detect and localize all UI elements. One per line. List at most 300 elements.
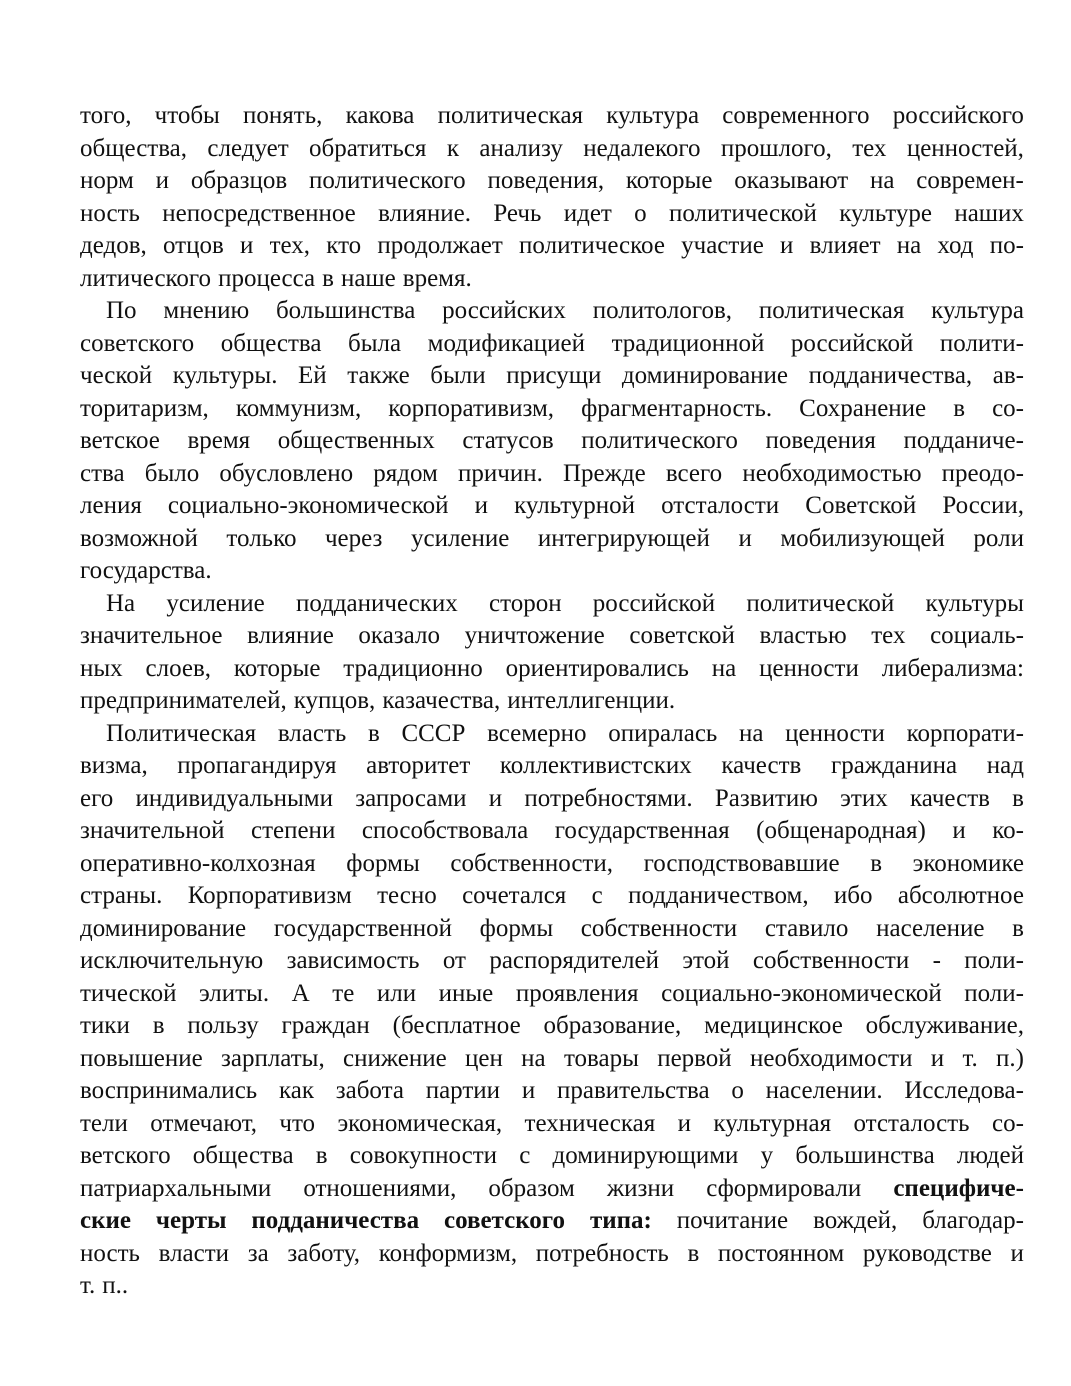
word: купцов, <box>293 687 376 714</box>
word: те <box>332 979 355 1007</box>
word: забота <box>335 1077 404 1104</box>
text-line <box>80 458 1024 491</box>
text-line <box>80 685 1024 718</box>
word: политическая <box>758 297 905 324</box>
word: в <box>1012 784 1024 812</box>
word: как <box>278 1077 314 1104</box>
word: образование, <box>543 1012 682 1039</box>
word: ность <box>80 1239 140 1267</box>
word: политическая <box>437 102 584 129</box>
word: с <box>519 1142 531 1169</box>
bold-word: советского <box>443 1207 566 1234</box>
word: у <box>760 1142 774 1169</box>
word: значительное <box>80 622 223 649</box>
word: политической <box>746 589 895 617</box>
word: или <box>376 979 417 1007</box>
word: этой <box>682 947 730 974</box>
word: сочетался <box>462 882 567 909</box>
word: властью <box>759 622 847 649</box>
word: о <box>634 199 647 227</box>
word: Советской <box>805 492 917 519</box>
text-line <box>80 718 1024 751</box>
word: в <box>870 849 883 877</box>
word: общества <box>220 329 322 357</box>
word: в <box>687 1239 700 1267</box>
paragraph <box>80 100 1024 295</box>
text-line <box>80 523 1024 556</box>
word: людей <box>956 1142 1024 1169</box>
word: На <box>106 589 136 617</box>
word: ав- <box>992 362 1024 389</box>
word: ибо <box>833 882 873 909</box>
word: и <box>1010 1239 1024 1267</box>
word: ориентировались <box>505 654 689 682</box>
bold-word: черты <box>155 1207 227 1234</box>
word: и <box>930 1044 945 1072</box>
bold-word: подданичества <box>251 1207 420 1234</box>
word: доминирование <box>80 914 247 942</box>
word: сторон <box>489 589 562 617</box>
word: авторитет <box>366 752 471 779</box>
word: культуры <box>925 589 1024 617</box>
text-line <box>80 1173 1024 1206</box>
word: опиралась <box>608 719 718 747</box>
word: присущи <box>506 362 602 389</box>
word: собственности <box>580 914 738 942</box>
word: дедов, <box>80 232 147 259</box>
word: казачества, <box>382 687 501 714</box>
word: к <box>446 134 459 162</box>
word: снижение <box>343 1044 447 1072</box>
word: исключительную <box>80 947 264 974</box>
word: в <box>953 394 966 422</box>
text-line <box>80 328 1024 361</box>
word: А <box>291 979 310 1007</box>
word: слоев, <box>145 654 212 682</box>
word: со- <box>991 1109 1024 1137</box>
text-line <box>80 490 1024 523</box>
word: зарплаты, <box>220 1044 325 1072</box>
word: собственности <box>752 947 910 974</box>
word: усиление <box>166 589 265 617</box>
word: потребностями. <box>524 784 693 812</box>
word: на <box>521 1044 546 1072</box>
word: п.) <box>996 1044 1024 1072</box>
word: были <box>430 362 486 389</box>
word: пользу <box>187 1012 259 1039</box>
word: способствовала <box>361 817 529 844</box>
word: культура <box>931 297 1024 324</box>
text-line <box>80 230 1024 263</box>
word: господствовавшие <box>643 849 840 877</box>
word: поведения, <box>487 167 605 194</box>
word: экономике <box>912 849 1024 877</box>
word: фрагментарность. <box>581 394 773 422</box>
word: совокупности <box>349 1142 498 1169</box>
word: следует <box>207 134 289 162</box>
word: ко- <box>992 817 1024 844</box>
word: запросами <box>355 784 467 812</box>
text-line <box>80 165 1024 198</box>
word: и <box>952 817 966 844</box>
word: возможной <box>80 524 198 552</box>
word: преодо- <box>941 459 1024 487</box>
word: коллективистских <box>499 752 692 779</box>
word: торитаризм, <box>80 394 209 422</box>
word: правительства <box>556 1077 710 1104</box>
word: на <box>869 167 895 194</box>
word: отцов <box>162 232 224 259</box>
word: потребность <box>535 1239 669 1267</box>
word: со- <box>992 394 1024 422</box>
word: какова <box>345 102 415 129</box>
word: российских <box>442 297 566 324</box>
word: По <box>106 297 137 324</box>
word: Сохранение <box>799 394 927 422</box>
word: цен <box>465 1044 503 1072</box>
word: на <box>739 719 764 747</box>
word: ветское <box>80 427 160 454</box>
word: социаль- <box>930 622 1024 649</box>
word: политического <box>309 167 466 194</box>
word: непосредственное <box>162 199 356 227</box>
word: и <box>474 492 488 519</box>
word: на <box>711 654 737 682</box>
word: традиционной <box>611 329 765 357</box>
text-line <box>80 100 1024 133</box>
word: участие <box>681 232 764 259</box>
word: т. <box>962 1044 978 1072</box>
word: жизни <box>606 1174 675 1202</box>
word: п.. <box>102 1272 129 1299</box>
word: культура <box>606 102 700 129</box>
word: ставило <box>764 914 849 942</box>
word: Прежде <box>562 459 646 487</box>
word: тех <box>871 622 906 649</box>
word: ства <box>80 459 125 487</box>
word: поли- <box>964 979 1024 1007</box>
text-line <box>80 1075 1024 1108</box>
text-line <box>80 1108 1024 1141</box>
word: гражданина <box>830 752 958 779</box>
word: в <box>322 264 334 292</box>
word: недалекого <box>583 134 701 162</box>
text-line <box>80 1205 1024 1238</box>
text-line <box>80 555 1024 588</box>
word: вождей, <box>813 1207 898 1234</box>
word: население <box>876 914 985 942</box>
word: конформизм, <box>378 1239 518 1267</box>
word: время <box>187 427 251 454</box>
word: и <box>239 232 254 259</box>
word: интегрирующей <box>537 524 710 552</box>
text-line <box>80 1043 1024 1076</box>
word: индивидуальными <box>135 784 333 812</box>
word: государственной <box>273 914 452 942</box>
word: ценностей, <box>906 134 1024 162</box>
word: социально-экономической <box>661 979 942 1007</box>
text-line <box>80 133 1024 166</box>
word: советского <box>80 329 195 357</box>
word: в <box>1012 914 1024 942</box>
word: кто <box>326 232 362 259</box>
word: понять, <box>243 102 323 129</box>
word: влияние. <box>378 199 472 227</box>
word: поли- <box>964 947 1024 974</box>
word: подданических <box>295 589 458 617</box>
word: общества, <box>80 134 188 162</box>
word: корпорати- <box>906 719 1024 747</box>
word: постоянном <box>717 1239 845 1267</box>
word: техническая <box>524 1109 656 1137</box>
word: Корпоративизм <box>187 882 352 909</box>
word: традиционно <box>343 654 483 682</box>
word: обусловлено <box>219 459 354 487</box>
word: роли <box>973 524 1024 552</box>
word: анализу <box>479 134 563 162</box>
word: (общенародная) <box>756 817 926 844</box>
word: абсолютное <box>897 882 1024 909</box>
word: степени <box>250 817 336 844</box>
text-line <box>80 653 1024 686</box>
word: власть <box>277 719 347 747</box>
word: и <box>780 232 794 259</box>
word: этих <box>840 784 888 812</box>
word: которые <box>233 654 321 682</box>
word: обратиться <box>309 134 427 162</box>
text-line <box>80 783 1024 816</box>
word: Политическая <box>106 719 257 747</box>
word: полити- <box>939 329 1024 357</box>
text-line <box>80 750 1024 783</box>
word: литического <box>80 264 212 292</box>
word: ход <box>937 232 974 259</box>
word: доминирующими <box>552 1142 739 1169</box>
word: культурная <box>713 1109 832 1137</box>
word: общества <box>192 1142 294 1169</box>
word: и <box>155 167 170 194</box>
word: партии <box>425 1077 501 1104</box>
text-line <box>80 880 1024 913</box>
word: ветского <box>80 1142 171 1169</box>
word: продолжает <box>377 232 503 259</box>
text-line <box>80 815 1024 848</box>
text-line <box>80 198 1024 231</box>
text-line <box>80 588 1024 621</box>
word: благодар- <box>922 1207 1024 1234</box>
word: ценности <box>785 719 885 747</box>
word: подданичеством, <box>628 882 809 909</box>
word: и <box>488 784 503 812</box>
word: ления <box>80 492 142 519</box>
word: страны. <box>80 882 163 909</box>
word: товары <box>563 1044 639 1072</box>
word: ных <box>80 654 123 682</box>
text-line <box>80 1010 1024 1043</box>
word: общественных <box>277 427 435 454</box>
word: политической <box>669 199 817 227</box>
word: доминирование <box>621 362 789 389</box>
word: влияние <box>247 622 334 649</box>
word: российского <box>892 102 1024 129</box>
word: идет <box>563 199 612 227</box>
word: того, <box>80 102 132 129</box>
word: норм <box>80 167 134 194</box>
word: была <box>348 329 402 357</box>
word: визма, <box>80 752 148 779</box>
word: СССР <box>401 719 466 747</box>
word: распорядителей <box>489 947 659 974</box>
word: социально-экономической <box>167 492 449 519</box>
word: коммунизм, <box>235 394 362 422</box>
word: поведения <box>765 427 876 454</box>
word: время. <box>402 264 472 292</box>
word: элиты. <box>199 979 270 1007</box>
word: на <box>896 232 922 259</box>
word: иные <box>438 979 494 1007</box>
paragraph <box>80 718 1024 1303</box>
word: первой <box>657 1044 732 1072</box>
word: ность <box>80 199 140 227</box>
word: тики <box>80 1012 130 1039</box>
word: политического <box>581 427 738 454</box>
word: формы <box>346 849 420 877</box>
word: государственная <box>554 817 730 844</box>
word: либерализма: <box>881 654 1024 682</box>
bold-word: ские <box>80 1207 132 1234</box>
word: российской <box>592 589 716 617</box>
text-line <box>80 848 1024 881</box>
word: через <box>324 524 383 552</box>
word: причин. <box>458 459 543 487</box>
word: населении. <box>765 1077 883 1104</box>
word: Ей <box>298 362 327 389</box>
word: граждан <box>281 1012 370 1039</box>
paragraph <box>80 588 1024 718</box>
word: которые <box>625 167 713 194</box>
word: предпринимателей, <box>80 687 287 714</box>
word: обслуживание, <box>865 1012 1024 1039</box>
word: с <box>591 882 603 909</box>
word: советской <box>629 622 735 649</box>
word: российской <box>790 329 914 357</box>
word: процесса <box>218 264 316 292</box>
word: чтобы <box>154 102 220 129</box>
word: большинства <box>795 1142 935 1169</box>
word: за <box>247 1239 269 1267</box>
word: уничтожение <box>464 622 605 649</box>
word: было <box>144 459 200 487</box>
word: рядом <box>373 459 438 487</box>
text-line <box>80 263 1024 296</box>
word: руководстве <box>862 1239 992 1267</box>
word: ценности <box>759 654 859 682</box>
word: оперативно-колхозная <box>80 849 316 877</box>
word: тех <box>852 134 887 162</box>
document-body <box>80 100 1024 1303</box>
word: отсталости <box>661 492 780 519</box>
text-line <box>80 1238 1024 1271</box>
word: отношениями, <box>303 1174 457 1202</box>
word: в <box>315 1142 328 1169</box>
text-line <box>80 295 1024 328</box>
word: Исследова- <box>904 1077 1024 1104</box>
word: над <box>986 752 1024 779</box>
word: современ- <box>916 167 1024 194</box>
text-line <box>80 360 1024 393</box>
word: усиление <box>410 524 510 552</box>
word: культурной <box>514 492 636 519</box>
word: оказывают <box>734 167 849 194</box>
word: наше <box>340 264 396 292</box>
word: и <box>738 524 752 552</box>
text-line <box>80 1140 1024 1173</box>
text-line <box>80 620 1024 653</box>
word: формы <box>479 914 554 942</box>
word: России, <box>942 492 1024 519</box>
word: - <box>932 947 941 974</box>
word: медицинское <box>704 1012 843 1039</box>
word: наших <box>954 199 1024 227</box>
word: интеллигенции. <box>507 687 676 714</box>
word: о <box>731 1077 744 1104</box>
word: пропагандируя <box>177 752 337 779</box>
word: что <box>279 1109 316 1137</box>
word: государства. <box>80 557 212 584</box>
word: и <box>521 1077 536 1104</box>
word: отсталость <box>853 1109 970 1137</box>
text-line <box>80 945 1024 978</box>
paragraph <box>80 295 1024 588</box>
bold-word: специфиче- <box>893 1174 1024 1202</box>
word: модификацией <box>427 329 586 357</box>
word: всего <box>665 459 723 487</box>
word: зависимость <box>286 947 420 974</box>
word: тесно <box>377 882 437 909</box>
word: власти <box>158 1239 230 1267</box>
word: большинства <box>275 297 416 324</box>
word: значительной <box>80 817 225 844</box>
word: отмечают, <box>150 1109 257 1137</box>
word: тех, <box>269 232 311 259</box>
word: проявления <box>515 979 639 1007</box>
word: тели <box>80 1109 128 1137</box>
word: политическое <box>519 232 665 259</box>
word: заботу, <box>287 1239 361 1267</box>
word: (бесплатное <box>392 1012 521 1039</box>
word: оказало <box>358 622 440 649</box>
word: необходимости <box>749 1044 913 1072</box>
word: Речь <box>493 199 542 227</box>
word: корпоративизм, <box>388 394 555 422</box>
word: культуре <box>839 199 932 227</box>
word: сформировали <box>706 1174 862 1202</box>
word: в <box>367 719 380 747</box>
word: собственности, <box>450 849 613 877</box>
word: экономическая, <box>337 1109 503 1137</box>
word: необходимостью <box>742 459 922 487</box>
word: Развитию <box>714 784 818 812</box>
word: и <box>677 1109 692 1137</box>
word: мобилизующей <box>780 524 945 552</box>
text-line <box>80 978 1024 1011</box>
word: в <box>152 1012 165 1039</box>
word: статусов <box>462 427 554 454</box>
word: политологов, <box>592 297 733 324</box>
word: его <box>80 784 114 812</box>
word: подданичества, <box>808 362 973 389</box>
word: ческой <box>80 362 153 389</box>
